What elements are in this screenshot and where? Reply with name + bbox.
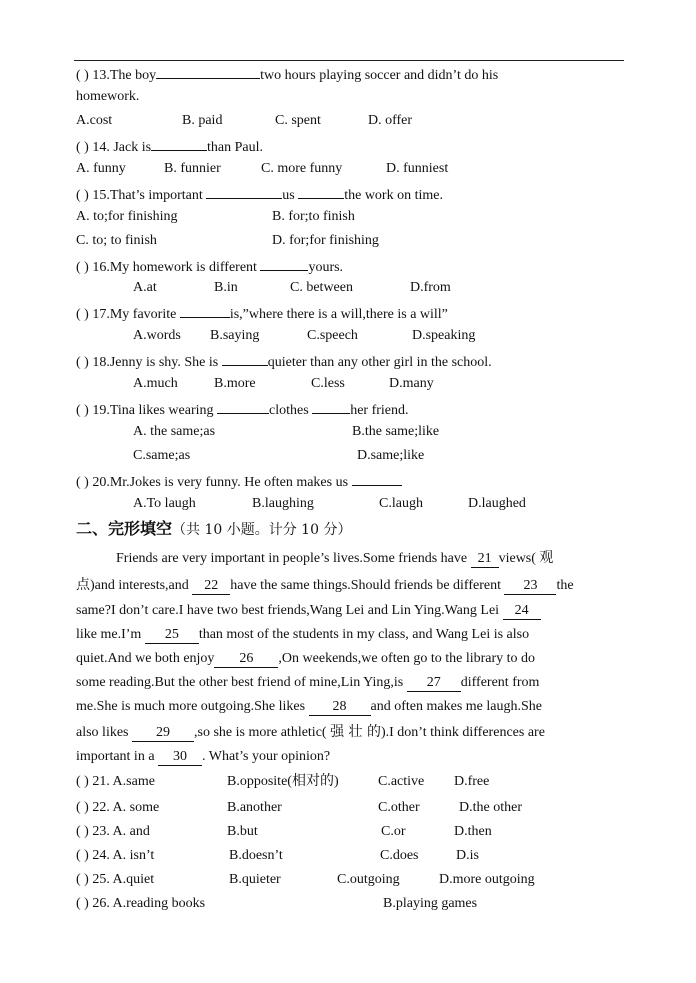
page-top-rule bbox=[74, 60, 624, 61]
question-13-stem-cont: homework. bbox=[76, 89, 140, 104]
question-19-stem bbox=[76, 399, 409, 420]
question-19-option-d: D.same;like bbox=[357, 448, 425, 463]
section-note: （共 10 小题。计分 10 分） bbox=[172, 522, 352, 538]
passage-text: ).I don’t think differences are bbox=[380, 725, 545, 740]
question-16-stem bbox=[76, 256, 343, 277]
question-15-stem bbox=[76, 184, 443, 205]
passage-text: have the same things.Should friends be different bbox=[230, 578, 501, 593]
passage-text: than most of the students in my class, and Wang Lei is also bbox=[198, 627, 530, 642]
question-text: the work on time. bbox=[344, 188, 443, 203]
passage-text: 观 bbox=[539, 550, 554, 566]
question-20-option-b: B.laughing bbox=[252, 496, 314, 511]
answer-paren: ( ) bbox=[76, 260, 89, 275]
question-text: her friend. bbox=[350, 403, 409, 418]
question-25-option-d: D.more outgoing bbox=[439, 872, 535, 887]
answer-blank bbox=[260, 256, 308, 271]
question-16-option-d: D.from bbox=[410, 280, 451, 295]
question-24-option-d: D.is bbox=[456, 848, 479, 863]
passage-text: also likes bbox=[76, 725, 129, 740]
passage-text: ,so she is more athletic( bbox=[194, 725, 327, 740]
question-23-option-d: D.then bbox=[454, 824, 492, 839]
question-22-option-c: C.other bbox=[378, 800, 420, 815]
question-24-option-b: B.doesn’t bbox=[229, 848, 283, 863]
passage-text: views( bbox=[498, 551, 536, 566]
question-23 bbox=[76, 823, 150, 841]
passage-text: like me.I’m bbox=[76, 627, 142, 642]
question-26-option-b: B.playing games bbox=[383, 896, 478, 911]
question-19-option-a: A. the same;as bbox=[133, 424, 216, 439]
blank-26: 26 bbox=[214, 651, 278, 668]
answer-blank bbox=[298, 184, 344, 199]
passage-text: the bbox=[556, 578, 574, 593]
section-title: 二、完形填空 bbox=[76, 519, 173, 538]
option-a: 26. A.reading books bbox=[92, 896, 206, 911]
question-text: 17.My favorite bbox=[92, 307, 177, 322]
answer-blank bbox=[156, 64, 260, 79]
question-15-option-d: D. for;for finishing bbox=[272, 233, 379, 248]
question-22-option-b: B.another bbox=[227, 800, 282, 815]
answer-paren: ( ) bbox=[76, 872, 89, 887]
question-text: 19.Tina likes wearing bbox=[92, 403, 214, 418]
question-text: is,”where there is a will,there is a will” bbox=[229, 307, 448, 322]
question-13-option-b: B. paid bbox=[182, 113, 223, 128]
answer-blank bbox=[222, 351, 268, 366]
question-text: than Paul. bbox=[207, 140, 264, 155]
passage-text: and often makes me laugh.She bbox=[370, 699, 542, 714]
question-21 bbox=[76, 773, 155, 791]
answer-blank bbox=[206, 184, 282, 199]
question-25-option-c: C.outgoing bbox=[337, 872, 400, 887]
question-18-option-b: B.more bbox=[214, 376, 256, 391]
passage-text: me.She is much more outgoing.She likes bbox=[76, 699, 306, 714]
answer-paren: ( ) bbox=[76, 68, 89, 83]
question-text: us bbox=[282, 188, 295, 203]
question-20-option-a: A.To laugh bbox=[133, 496, 196, 511]
passage-text: Friends are very important in people’s lives.Some friends have bbox=[116, 551, 468, 566]
question-17-option-c: C.speech bbox=[307, 328, 358, 343]
question-text: two hours playing soccer and didn’t do his bbox=[260, 68, 499, 83]
passage-line-1 bbox=[116, 549, 553, 568]
blank-30: 30 bbox=[158, 749, 202, 766]
passage-line-2 bbox=[76, 576, 574, 595]
question-15-option-c: C. to; to finish bbox=[76, 233, 157, 248]
answer-paren: ( ) bbox=[76, 774, 89, 789]
question-text: 13.The boy bbox=[92, 68, 157, 83]
question-text: clothes bbox=[269, 403, 309, 418]
blank-22: 22 bbox=[192, 578, 230, 595]
question-24-option-c: C.does bbox=[380, 848, 419, 863]
answer-paren: ( ) bbox=[76, 848, 89, 863]
question-19-option-b: B.the same;like bbox=[352, 424, 440, 439]
passage-line-3 bbox=[76, 602, 541, 620]
question-25-option-b: B.quieter bbox=[229, 872, 281, 887]
question-17-option-b: B.saying bbox=[210, 328, 260, 343]
question-16-option-b: B.in bbox=[214, 280, 238, 295]
question-19-option-c: C.same;as bbox=[133, 448, 191, 463]
answer-paren: ( ) bbox=[76, 307, 89, 322]
answer-blank bbox=[151, 136, 207, 151]
question-16-option-c: C. between bbox=[290, 280, 353, 295]
question-20-option-c: C.laugh bbox=[379, 496, 423, 511]
passage-text: quiet.And we both enjoy bbox=[76, 651, 215, 666]
answer-paren: ( ) bbox=[76, 403, 89, 418]
question-26 bbox=[76, 895, 205, 913]
question-14-option-c: C. more funny bbox=[261, 161, 343, 176]
question-17-stem bbox=[76, 303, 448, 324]
question-21-option-d: D.free bbox=[454, 774, 490, 789]
option-a: 23. A. and bbox=[92, 824, 150, 839]
question-17-option-a: A.words bbox=[133, 328, 181, 343]
option-a: 21. A.same bbox=[92, 774, 155, 789]
question-23-option-c: C.or bbox=[381, 824, 406, 839]
passage-text: different from bbox=[460, 675, 540, 690]
question-13-option-c: C. spent bbox=[275, 113, 321, 128]
question-text: 15.That’s important bbox=[92, 188, 203, 203]
blank-25: 25 bbox=[145, 627, 199, 644]
question-text: yours. bbox=[308, 260, 344, 275]
blank-21: 21 bbox=[471, 551, 499, 568]
question-21-option-c: C.active bbox=[378, 774, 425, 789]
question-23-option-b: B.but bbox=[227, 824, 258, 839]
question-15-option-a: A. to;for finishing bbox=[76, 209, 178, 224]
option-a: 24. A. isn’t bbox=[92, 848, 155, 863]
question-14-option-a: A. funny bbox=[76, 161, 126, 176]
question-18-option-a: A.much bbox=[133, 376, 178, 391]
question-22 bbox=[76, 799, 159, 817]
passage-text: 点 bbox=[76, 577, 90, 593]
option-a: 22. A. some bbox=[92, 800, 160, 815]
question-17-option-d: D.speaking bbox=[412, 328, 476, 343]
blank-24: 24 bbox=[503, 603, 541, 620]
blank-29: 29 bbox=[132, 725, 194, 742]
question-18-stem bbox=[76, 351, 492, 372]
section-2-heading bbox=[76, 519, 351, 540]
passage-text: )and interests,and bbox=[90, 578, 189, 593]
answer-paren: ( ) bbox=[76, 800, 89, 815]
question-14-stem bbox=[76, 136, 263, 157]
passage-text: ,On weekends,we often go to the library to do bbox=[278, 651, 536, 666]
question-text: quieter than any other girl in the school. bbox=[267, 355, 492, 370]
answer-paren: ( ) bbox=[76, 140, 89, 155]
question-20-stem bbox=[76, 471, 402, 492]
question-text: 16.My homework is different bbox=[92, 260, 257, 275]
answer-blank bbox=[217, 399, 269, 414]
passage-text: 强 壮 的 bbox=[330, 724, 381, 740]
question-16-option-a: A.at bbox=[133, 280, 157, 295]
question-13-stem bbox=[76, 64, 498, 85]
passage-line-7 bbox=[76, 698, 542, 716]
answer-blank bbox=[312, 399, 350, 414]
question-text: 20.Mr.Jokes is very funny. He often makes us bbox=[92, 475, 349, 490]
passage-text: some reading.But the other best friend of mine,Lin Ying,is bbox=[76, 675, 404, 690]
blank-27: 27 bbox=[407, 675, 461, 692]
question-24 bbox=[76, 847, 154, 865]
answer-paren: ( ) bbox=[76, 896, 89, 911]
passage-line-8 bbox=[76, 723, 545, 742]
question-25 bbox=[76, 871, 154, 889]
passage-text: important in a bbox=[76, 749, 155, 764]
blank-28: 28 bbox=[309, 699, 371, 716]
question-22-option-d: D.the other bbox=[459, 800, 522, 815]
question-21-option-b: B.opposite(相对的) bbox=[227, 774, 339, 789]
answer-blank bbox=[352, 471, 402, 486]
passage-text: . What’s your opinion? bbox=[202, 749, 331, 764]
question-18-option-d: D.many bbox=[389, 376, 434, 391]
question-13-option-d: D. offer bbox=[368, 113, 413, 128]
question-20-option-d: D.laughed bbox=[468, 496, 526, 511]
answer-paren: ( ) bbox=[76, 355, 89, 370]
option-a: 25. A.quiet bbox=[92, 872, 155, 887]
passage-text: same?I don’t care.I have two best friends,Wang Lei and Lin Ying.Wang Lei bbox=[76, 603, 500, 618]
passage-line-6 bbox=[76, 674, 539, 692]
question-15-option-b: B. for;to finish bbox=[272, 209, 355, 224]
answer-blank bbox=[180, 303, 230, 318]
answer-paren: ( ) bbox=[76, 824, 89, 839]
passage-line-4 bbox=[76, 626, 529, 644]
passage-line-9 bbox=[76, 748, 330, 766]
question-13-option-a: A.cost bbox=[76, 113, 113, 128]
question-text: 18.Jenny is shy. She is bbox=[92, 355, 219, 370]
question-18-option-c: C.less bbox=[311, 376, 345, 391]
question-14-option-d: D. funniest bbox=[386, 161, 449, 176]
question-text: 14. Jack is bbox=[92, 140, 152, 155]
answer-paren: ( ) bbox=[76, 475, 89, 490]
answer-paren: ( ) bbox=[76, 188, 89, 203]
question-14-option-b: B. funnier bbox=[164, 161, 221, 176]
blank-23: 23 bbox=[504, 578, 556, 595]
passage-line-5 bbox=[76, 650, 535, 668]
